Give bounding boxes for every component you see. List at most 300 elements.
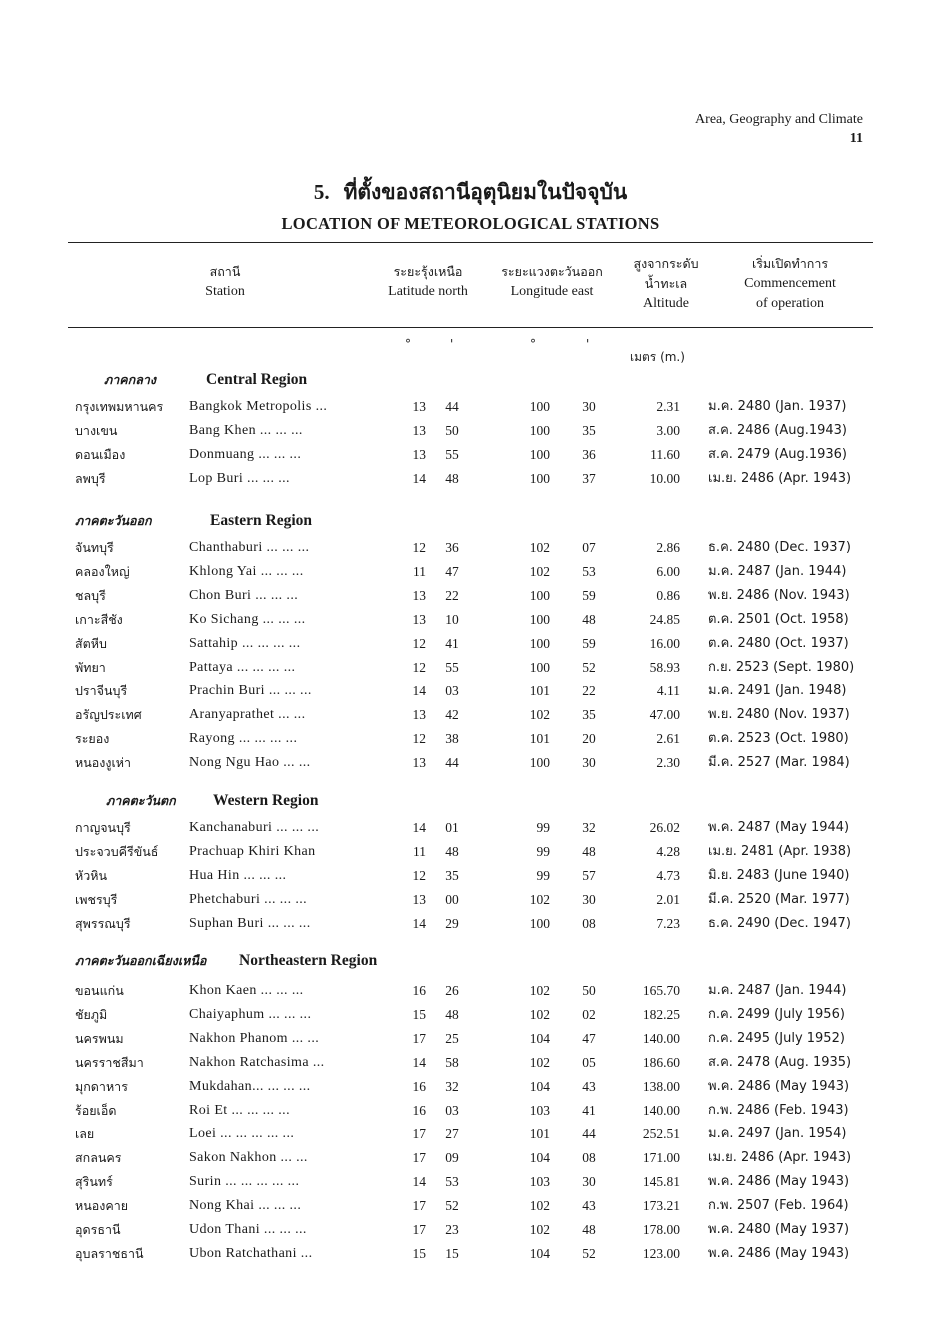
altitude-value: 140.00 xyxy=(642,1030,680,1046)
table-row xyxy=(0,1195,941,1217)
header-top-rule xyxy=(68,242,873,243)
col-header-latitude: ระยะรุ้งเหนือ Latitude north xyxy=(388,264,468,299)
table-row xyxy=(0,1147,941,1169)
altitude-value: 47.00 xyxy=(649,707,680,723)
table-row xyxy=(0,1076,941,1098)
station-name-english: Pattaya ... ... ... ... xyxy=(189,659,296,675)
station-name-english: Sakon Nakhon ... ... xyxy=(189,1150,308,1166)
station-name-english: Nong Khai ... ... ... xyxy=(189,1198,302,1214)
region-name-thai: ภาคตะวันออก xyxy=(75,513,152,528)
latitude-minutes: 58 xyxy=(445,1054,459,1070)
table-row xyxy=(0,468,941,490)
table-row xyxy=(0,980,941,1002)
latitude-minutes: 47 xyxy=(445,563,459,579)
latitude-minutes: 10 xyxy=(445,611,459,627)
station-name-thai: สัตหีบ xyxy=(75,635,107,651)
latitude-degrees: 13 xyxy=(412,707,426,723)
latitude-minutes: 22 xyxy=(445,587,459,603)
latitude-degrees: 13 xyxy=(412,399,426,414)
commencement-date: ก.พ. 2486 (Feb. 1943) xyxy=(708,1102,849,1118)
station-name-english: Phetchaburi ... ... ... xyxy=(189,891,308,907)
longitude-minutes: 48 xyxy=(582,843,596,859)
commencement-date: ม.ค. 2487 (Jan. 1944) xyxy=(708,563,847,579)
station-name-thai: บางเขน xyxy=(75,422,118,438)
station-name-english: Hua Hin ... ... ... xyxy=(189,867,287,883)
longitude-degrees: 102 xyxy=(529,707,550,723)
station-name-english: Lop Buri ... ... ... xyxy=(189,470,290,486)
latitude-minutes: 15 xyxy=(445,1245,459,1261)
station-name-thai: อุบลราชธานี xyxy=(75,1245,144,1261)
station-name-english: Mukdahan... ... ... ... xyxy=(189,1078,311,1094)
station-name-thai: คลองใหญ่ xyxy=(75,563,130,579)
station-name-english: Bang Khen ... ... ... xyxy=(189,422,303,438)
table-row xyxy=(0,1028,941,1050)
table-row xyxy=(0,1171,941,1193)
altitude-value: 7.23 xyxy=(656,915,680,931)
latitude-minutes: 41 xyxy=(445,635,459,651)
table-row xyxy=(0,1243,941,1265)
latitude-minutes: 44 xyxy=(445,755,459,771)
table-title xyxy=(0,176,941,234)
longitude-minutes: 22 xyxy=(582,683,596,699)
station-name-thai: ปราจีนบุรี xyxy=(75,683,128,699)
longitude-degrees: 104 xyxy=(529,1030,550,1046)
region-name-english: Northeastern Region xyxy=(239,952,378,969)
latitude-degrees: 13 xyxy=(412,755,426,771)
station-name-thai: สุรินทร์ xyxy=(75,1174,113,1190)
altitude-unit: เมตร (m.) xyxy=(630,350,685,364)
table-row xyxy=(0,420,941,442)
longitude-degrees: 103 xyxy=(529,1174,550,1190)
altitude-value: 3.00 xyxy=(656,422,680,438)
commencement-date: ธ.ค. 2480 (Dec. 1937) xyxy=(708,540,851,555)
station-name-english: Chanthaburi ... ... ... xyxy=(189,540,310,555)
latitude-minutes: 55 xyxy=(445,446,459,462)
longitude-minutes: 41 xyxy=(582,1102,596,1118)
table-row xyxy=(0,889,941,911)
latitude-minutes: 44 xyxy=(445,399,459,414)
commencement-date: ก.ค. 2499 (July 1956) xyxy=(708,1006,845,1022)
latitude-degrees: 17 xyxy=(412,1222,426,1237)
latitude-degrees: 14 xyxy=(412,470,426,486)
latitude-degrees: 15 xyxy=(412,1006,426,1022)
table-row xyxy=(0,561,941,583)
station-name-thai: นครราชสีมา xyxy=(75,1054,144,1070)
latitude-degrees: 17 xyxy=(412,1198,426,1214)
latitude-minutes: 36 xyxy=(445,540,459,555)
altitude-value: 165.70 xyxy=(642,983,680,998)
altitude-value: 173.21 xyxy=(642,1198,680,1214)
longitude-minutes: 05 xyxy=(582,1054,596,1070)
latitude-degrees: 17 xyxy=(412,1126,426,1142)
latitude-degrees: 16 xyxy=(412,983,426,998)
table-row xyxy=(0,728,941,750)
region-name-thai: ภาคตะวันออกเฉียงเหนือ xyxy=(75,953,207,968)
longitude-minutes: 59 xyxy=(582,587,596,603)
commencement-date: มี.ค. 2527 (Mar. 1984) xyxy=(708,755,850,771)
longitude-minutes: 52 xyxy=(582,1245,596,1261)
altitude-value: 178.00 xyxy=(642,1222,680,1237)
table-row xyxy=(0,817,941,839)
longitude-degrees: 101 xyxy=(529,683,550,699)
longitude-degrees: 104 xyxy=(529,1078,550,1094)
altitude-value: 171.00 xyxy=(642,1150,680,1166)
region-name-english: Eastern Region xyxy=(210,512,313,529)
commencement-date: ก.ค. 2495 (July 1952) xyxy=(708,1030,845,1046)
region-header xyxy=(0,789,941,813)
station-name-english: Khon Kaen ... ... ... xyxy=(189,983,304,998)
commencement-date: มิ.ย. 2483 (June 1940) xyxy=(708,867,850,883)
latitude-minutes: 03 xyxy=(445,683,459,699)
commencement-date: พ.ค. 2480 (May 1937) xyxy=(708,1222,850,1237)
station-name-thai: ชลบุรี xyxy=(75,587,106,603)
longitude-minutes: 52 xyxy=(582,659,596,675)
station-name-english: Udon Thani ... ... ... xyxy=(189,1222,307,1237)
col-header-station: สถานี Station xyxy=(205,264,245,299)
commencement-date: ต.ค. 2501 (Oct. 1958) xyxy=(708,611,849,627)
longitude-minutes: 36 xyxy=(582,446,596,462)
station-name-english: Suphan Buri ... ... ... xyxy=(189,915,311,931)
altitude-value: 26.02 xyxy=(649,820,680,835)
longitude-degrees: 100 xyxy=(529,611,550,627)
station-name-thai: อรัญประเทศ xyxy=(75,707,142,723)
longitude-minutes: 08 xyxy=(582,915,596,931)
longitude-minutes: 07 xyxy=(582,540,596,555)
altitude-value: 4.73 xyxy=(656,867,680,883)
table-row xyxy=(0,537,941,559)
table-row xyxy=(0,585,941,607)
longitude-minutes: 20 xyxy=(582,731,596,747)
station-name-english: Prachin Buri ... ... ... xyxy=(189,683,312,699)
station-name-thai: หนองงูเห่า xyxy=(75,755,132,771)
longitude-degrees: 102 xyxy=(529,891,550,907)
station-name-thai: กาญจนบุรี xyxy=(75,820,131,835)
longitude-degrees: 102 xyxy=(529,1054,550,1070)
longitude-degrees: 100 xyxy=(529,422,550,438)
longitude-minutes: 43 xyxy=(582,1078,596,1094)
latitude-degrees: 17 xyxy=(412,1150,426,1166)
latitude-degrees: 13 xyxy=(412,587,426,603)
latitude-minutes: 55 xyxy=(445,659,459,675)
station-name-thai: จันทบุรี xyxy=(75,540,114,555)
latitude-minutes: 48 xyxy=(445,843,459,859)
latitude-degrees: 13 xyxy=(412,446,426,462)
station-name-english: Aranyaprathet ... ... xyxy=(189,707,306,723)
longitude-degrees: 104 xyxy=(529,1245,550,1261)
station-name-thai: ประจวบคีรีขันธ์ xyxy=(75,843,159,859)
latitude-minutes: 27 xyxy=(445,1126,459,1142)
region-name-english: Western Region xyxy=(213,792,319,809)
station-name-thai: ชัยภูมิ xyxy=(75,1006,108,1022)
latitude-degrees: 16 xyxy=(412,1078,426,1094)
lon-minute-mark: ' xyxy=(586,337,590,351)
altitude-value: 2.01 xyxy=(656,891,680,907)
latitude-degrees: 13 xyxy=(412,891,426,907)
latitude-minutes: 50 xyxy=(445,422,459,438)
station-name-english: Nakhon Phanom ... ... xyxy=(189,1030,320,1046)
station-name-english: Ubon Ratchathani ... xyxy=(189,1245,313,1261)
longitude-minutes: 30 xyxy=(582,399,596,414)
longitude-degrees: 100 xyxy=(529,399,550,414)
latitude-degrees: 11 xyxy=(413,563,426,579)
longitude-degrees: 101 xyxy=(529,1126,550,1142)
latitude-degrees: 13 xyxy=(412,611,426,627)
commencement-date: ต.ค. 2523 (Oct. 1980) xyxy=(708,731,849,747)
running-header xyxy=(695,110,863,148)
latitude-degrees: 12 xyxy=(412,635,426,651)
longitude-degrees: 99 xyxy=(536,843,550,859)
latitude-minutes: 25 xyxy=(445,1030,459,1046)
commencement-date: พ.ค. 2486 (May 1943) xyxy=(708,1174,850,1190)
longitude-degrees: 103 xyxy=(529,1102,550,1118)
longitude-minutes: 30 xyxy=(582,755,596,771)
altitude-value: 186.60 xyxy=(642,1054,680,1070)
longitude-minutes: 35 xyxy=(582,422,596,438)
commencement-date: ส.ค. 2478 (Aug. 1935) xyxy=(708,1054,852,1070)
station-name-thai: อุดรธานี xyxy=(75,1222,121,1237)
longitude-minutes: 48 xyxy=(582,611,596,627)
longitude-degrees: 102 xyxy=(529,1006,550,1022)
commencement-date: ส.ค. 2486 (Aug.1943) xyxy=(708,422,847,438)
table-row xyxy=(0,633,941,655)
longitude-degrees: 100 xyxy=(529,915,550,931)
longitude-minutes: 44 xyxy=(582,1126,596,1142)
commencement-date: พ.ค. 2487 (May 1944) xyxy=(708,820,850,835)
latitude-degrees: 12 xyxy=(412,540,426,555)
table-row xyxy=(0,657,941,679)
longitude-minutes: 48 xyxy=(582,1222,596,1237)
station-name-thai: กรุงเทพมหานคร xyxy=(75,399,164,414)
altitude-value: 2.30 xyxy=(656,755,680,771)
col-header-altitude: สูงจากระดับ น้ำทะเล Altitude xyxy=(633,256,699,311)
table-row xyxy=(0,396,941,418)
longitude-minutes: 32 xyxy=(582,820,596,835)
table-row xyxy=(0,1219,941,1241)
longitude-degrees: 100 xyxy=(529,446,550,462)
station-name-thai: หัวหิน xyxy=(75,867,108,883)
longitude-degrees: 102 xyxy=(529,1198,550,1214)
latitude-degrees: 14 xyxy=(412,1174,426,1190)
region-name-english: Central Region xyxy=(206,371,308,388)
commencement-date: พ.ย. 2480 (Nov. 1937) xyxy=(708,707,850,723)
lon-degree-mark: ° xyxy=(530,337,536,351)
station-name-thai: ดอนเมือง xyxy=(75,446,126,462)
region-header xyxy=(0,949,941,973)
latitude-minutes: 32 xyxy=(445,1078,459,1094)
commencement-date: เม.ย. 2481 (Apr. 1938) xyxy=(708,843,852,859)
station-name-english: Chon Buri ... ... ... xyxy=(189,587,299,603)
section-title: Area, Geography and Climate xyxy=(695,112,863,127)
latitude-degrees: 11 xyxy=(413,843,426,859)
region-name-thai: ภาคกลาง xyxy=(104,372,156,387)
table-row xyxy=(0,1123,941,1145)
longitude-minutes: 47 xyxy=(582,1030,596,1046)
latitude-minutes: 35 xyxy=(445,867,459,883)
latitude-degrees: 14 xyxy=(412,820,426,835)
station-name-thai: สกลนคร xyxy=(75,1150,122,1166)
station-name-english: Loei ... ... ... ... ... xyxy=(189,1126,295,1142)
longitude-minutes: 35 xyxy=(582,707,596,723)
region-header xyxy=(0,368,941,392)
col-header-longitude: ระยะแวงตะวันออก Longitude east xyxy=(501,264,603,299)
longitude-degrees: 102 xyxy=(529,540,550,555)
commencement-date: ม.ค. 2487 (Jan. 1944) xyxy=(708,983,847,998)
longitude-degrees: 101 xyxy=(529,731,550,747)
latitude-minutes: 29 xyxy=(445,915,459,931)
latitude-minutes: 48 xyxy=(445,1006,459,1022)
station-name-thai: หนองคาย xyxy=(75,1198,129,1214)
commencement-date: เม.ย. 2486 (Apr. 1943) xyxy=(708,1150,852,1166)
altitude-value: 0.86 xyxy=(656,587,680,603)
longitude-minutes: 50 xyxy=(582,983,596,998)
altitude-value: 123.00 xyxy=(642,1245,680,1261)
altitude-value: 24.85 xyxy=(649,611,680,627)
table-row xyxy=(0,913,941,935)
latitude-minutes: 53 xyxy=(445,1174,459,1190)
commencement-date: ม.ค. 2497 (Jan. 1954) xyxy=(708,1126,847,1142)
latitude-degrees: 13 xyxy=(412,422,426,438)
longitude-degrees: 99 xyxy=(536,820,550,835)
latitude-degrees: 14 xyxy=(412,683,426,699)
table-row xyxy=(0,680,941,702)
station-name-thai: ลพบุรี xyxy=(75,470,106,486)
latitude-degrees: 14 xyxy=(412,915,426,931)
longitude-minutes: 02 xyxy=(582,1006,596,1022)
latitude-minutes: 48 xyxy=(445,470,459,486)
latitude-degrees: 12 xyxy=(412,867,426,883)
commencement-date: มี.ค. 2520 (Mar. 1977) xyxy=(708,891,850,907)
region-header xyxy=(0,509,941,533)
station-name-english: Chaiyaphum ... ... ... xyxy=(189,1006,312,1022)
altitude-value: 182.25 xyxy=(642,1006,680,1022)
latitude-minutes: 03 xyxy=(445,1102,459,1118)
station-name-thai: ขอนแก่น xyxy=(75,983,124,998)
commencement-date: เม.ย. 2486 (Apr. 1943) xyxy=(708,470,852,486)
altitude-value: 6.00 xyxy=(656,563,680,579)
commencement-date: ก.พ. 2507 (Feb. 1964) xyxy=(708,1198,849,1214)
table-row xyxy=(0,865,941,887)
latitude-minutes: 52 xyxy=(445,1198,459,1214)
longitude-degrees: 102 xyxy=(529,1222,550,1237)
station-name-english: Surin ... ... ... ... ... xyxy=(189,1174,300,1190)
altitude-value: 140.00 xyxy=(642,1102,680,1118)
station-name-thai: พัทยา xyxy=(75,659,106,675)
longitude-degrees: 99 xyxy=(536,867,550,883)
altitude-value: 2.31 xyxy=(656,399,680,414)
altitude-value: 138.00 xyxy=(642,1078,680,1094)
longitude-minutes: 30 xyxy=(582,891,596,907)
longitude-minutes: 43 xyxy=(582,1198,596,1214)
station-name-thai: เพชรบุรี xyxy=(75,891,118,907)
longitude-degrees: 102 xyxy=(529,563,550,579)
commencement-date: พ.ค. 2486 (May 1943) xyxy=(708,1078,850,1094)
altitude-value: 16.00 xyxy=(649,635,680,651)
lat-degree-mark: ° xyxy=(405,337,411,351)
longitude-minutes: 57 xyxy=(582,867,596,883)
station-name-english: Rayong ... ... ... ... xyxy=(189,731,298,747)
commencement-date: ม.ค. 2480 (Jan. 1937) xyxy=(708,399,847,414)
station-name-english: Kanchanaburi ... ... ... xyxy=(189,820,320,835)
table-row xyxy=(0,609,941,631)
altitude-value: 252.51 xyxy=(642,1126,680,1142)
longitude-minutes: 59 xyxy=(582,635,596,651)
latitude-degrees: 14 xyxy=(412,1054,426,1070)
station-name-english: Sattahip ... ... ... ... xyxy=(189,635,301,651)
latitude-minutes: 26 xyxy=(445,983,459,998)
longitude-degrees: 104 xyxy=(529,1150,550,1166)
longitude-degrees: 100 xyxy=(529,635,550,651)
altitude-value: 145.81 xyxy=(642,1174,680,1190)
commencement-date: พ.ย. 2486 (Nov. 1943) xyxy=(708,587,850,603)
title-english: LOCATION OF METEOROLOGICAL STATIONS xyxy=(281,214,660,233)
table-row xyxy=(0,1052,941,1074)
table-row xyxy=(0,841,941,863)
table-row xyxy=(0,1100,941,1122)
station-name-thai: เลย xyxy=(75,1126,95,1142)
table-number: 5. xyxy=(313,180,330,204)
latitude-degrees: 12 xyxy=(412,731,426,747)
latitude-minutes: 09 xyxy=(445,1150,459,1166)
header-bottom-rule xyxy=(68,327,873,328)
col-header-commencement: เริ่มเปิดทำการ Commencement of operation xyxy=(744,256,836,311)
longitude-degrees: 100 xyxy=(529,659,550,675)
station-name-thai: มุกดาหาร xyxy=(75,1078,128,1094)
altitude-value: 10.00 xyxy=(649,470,680,486)
table-row xyxy=(0,752,941,774)
latitude-minutes: 38 xyxy=(445,731,459,747)
commencement-date: ส.ค. 2479 (Aug.1936) xyxy=(708,446,847,462)
region-name-thai: ภาคตะวันตก xyxy=(106,793,176,808)
latitude-degrees: 16 xyxy=(412,1102,426,1118)
station-name-thai: ร้อยเอ็ด xyxy=(75,1102,117,1118)
station-name-english: Bangkok Metropolis ... xyxy=(189,399,328,414)
table-row xyxy=(0,704,941,726)
altitude-value: 4.28 xyxy=(656,843,680,859)
station-name-english: Ko Sichang ... ... ... xyxy=(189,611,306,627)
latitude-minutes: 42 xyxy=(445,707,459,723)
title-thai: ที่ตั้งของสถานีอุตุนิยมในปัจจุบัน xyxy=(343,180,628,204)
altitude-value: 2.86 xyxy=(656,540,680,555)
latitude-minutes: 00 xyxy=(445,891,459,907)
longitude-degrees: 100 xyxy=(529,470,550,486)
longitude-degrees: 100 xyxy=(529,755,550,771)
latitude-minutes: 23 xyxy=(445,1222,459,1237)
station-name-english: Roi Et ... ... ... ... xyxy=(189,1102,290,1118)
longitude-minutes: 08 xyxy=(582,1150,596,1166)
longitude-degrees: 100 xyxy=(529,587,550,603)
station-name-thai: สุพรรณบุรี xyxy=(75,915,131,931)
latitude-degrees: 12 xyxy=(412,659,426,675)
commencement-date: พ.ค. 2486 (May 1943) xyxy=(708,1245,850,1261)
commencement-date: ต.ค. 2480 (Oct. 1937) xyxy=(708,635,849,651)
table-row xyxy=(0,444,941,466)
station-name-english: Prachuap Khiri Khan xyxy=(189,843,316,859)
station-name-thai: ระยอง xyxy=(75,731,110,747)
latitude-degrees: 17 xyxy=(412,1030,426,1046)
station-name-thai: นครพนม xyxy=(75,1030,124,1046)
station-name-english: Khlong Yai ... ... ... xyxy=(189,563,304,579)
commencement-date: ก.ย. 2523 (Sept. 1980) xyxy=(708,659,855,675)
longitude-minutes: 37 xyxy=(582,470,596,486)
station-name-english: Nong Ngu Hao ... ... xyxy=(189,755,311,771)
page-number: 11 xyxy=(849,131,863,146)
longitude-minutes: 30 xyxy=(582,1174,596,1190)
commencement-date: ธ.ค. 2490 (Dec. 1947) xyxy=(708,915,851,931)
latitude-minutes: 01 xyxy=(445,820,459,835)
altitude-value: 4.11 xyxy=(656,683,680,699)
altitude-value: 11.60 xyxy=(650,446,680,462)
table-row xyxy=(0,1004,941,1026)
